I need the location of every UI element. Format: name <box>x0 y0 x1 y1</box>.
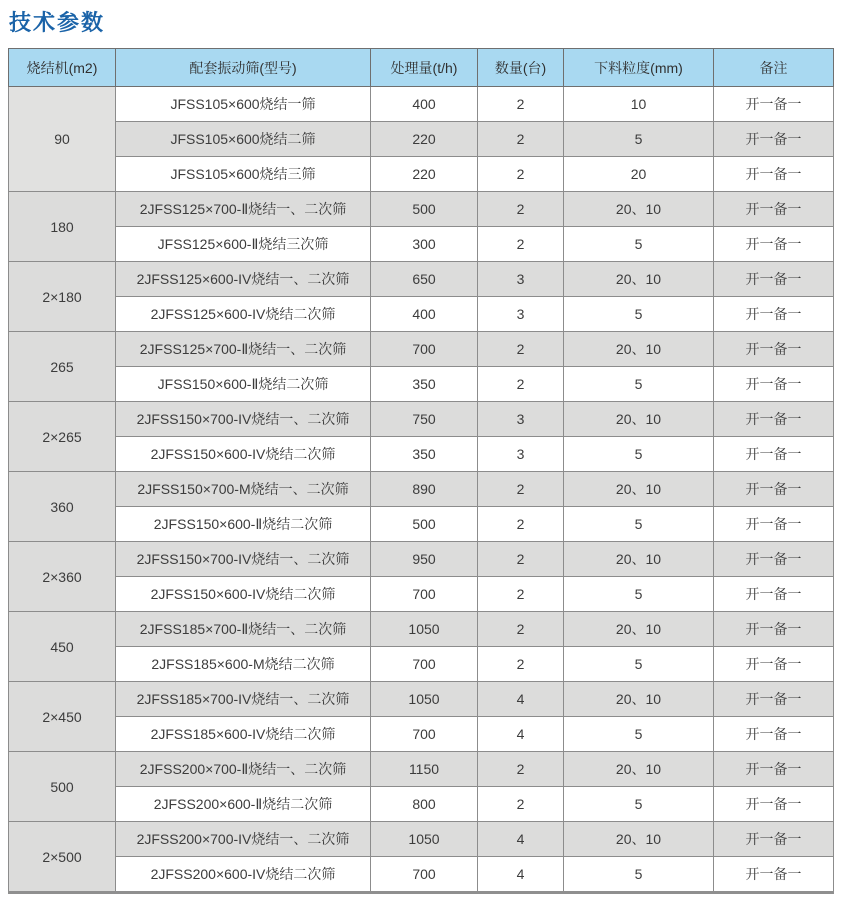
quantity-cell: 2 <box>478 122 564 157</box>
model-cell: 2JFSS125×700-Ⅱ烧结一、二次筛 <box>116 192 371 227</box>
particle-size-cell: 5 <box>564 857 714 893</box>
particle-size-cell: 5 <box>564 367 714 402</box>
capacity-cell: 220 <box>371 157 478 192</box>
table-row <box>9 717 834 752</box>
capacity-cell: 1050 <box>371 682 478 717</box>
table-row <box>9 157 834 192</box>
model-cell: JFSS150×600-Ⅱ烧结二次筛 <box>116 367 371 402</box>
particle-size-cell: 10 <box>564 87 714 122</box>
model-cell: 2JFSS185×700-IV烧结一、二次筛 <box>116 682 371 717</box>
particle-size-cell: 20、10 <box>564 262 714 297</box>
quantity-cell: 2 <box>478 577 564 612</box>
model-cell: 2JFSS200×600-IV烧结二次筛 <box>116 857 371 893</box>
machine-size-cell: 180 <box>9 192 116 262</box>
table-row <box>9 227 834 262</box>
quantity-cell: 4 <box>478 717 564 752</box>
particle-size-cell: 5 <box>564 437 714 472</box>
machine-size-cell: 450 <box>9 612 116 682</box>
table-row <box>9 367 834 402</box>
table-row <box>9 682 834 717</box>
particle-size-cell: 5 <box>564 227 714 262</box>
remark-cell: 开一备一 <box>714 192 834 227</box>
model-cell: 2JFSS150×700-IV烧结一、二次筛 <box>116 542 371 577</box>
model-cell: 2JFSS200×700-IV烧结一、二次筛 <box>116 822 371 857</box>
quantity-cell: 2 <box>478 507 564 542</box>
particle-size-cell: 5 <box>564 717 714 752</box>
remark-cell: 开一备一 <box>714 822 834 857</box>
table-row <box>9 857 834 893</box>
machine-size-cell: 2×265 <box>9 402 116 472</box>
col-header-particle-size: 下料粒度(mm) <box>564 49 714 87</box>
quantity-cell: 3 <box>478 402 564 437</box>
remark-cell: 开一备一 <box>714 542 834 577</box>
quantity-cell: 2 <box>478 612 564 647</box>
remark-cell: 开一备一 <box>714 647 834 682</box>
capacity-cell: 1050 <box>371 822 478 857</box>
capacity-cell: 890 <box>371 472 478 507</box>
table-row <box>9 752 834 787</box>
model-cell: 2JFSS150×700-M烧结一、二次筛 <box>116 472 371 507</box>
technical-parameters-table <box>8 48 834 894</box>
quantity-cell: 3 <box>478 437 564 472</box>
remark-cell: 开一备一 <box>714 262 834 297</box>
particle-size-cell: 5 <box>564 577 714 612</box>
particle-size-cell: 20、10 <box>564 332 714 367</box>
machine-size-cell: 2×450 <box>9 682 116 752</box>
capacity-cell: 700 <box>371 647 478 682</box>
table-row <box>9 542 834 577</box>
capacity-cell: 400 <box>371 297 478 332</box>
model-cell: JFSS105×600烧结三筛 <box>116 157 371 192</box>
quantity-cell: 2 <box>478 752 564 787</box>
remark-cell: 开一备一 <box>714 437 834 472</box>
table-row <box>9 332 834 367</box>
table-row <box>9 577 834 612</box>
remark-cell: 开一备一 <box>714 297 834 332</box>
quantity-cell: 4 <box>478 857 564 893</box>
machine-size-cell: 360 <box>9 472 116 542</box>
particle-size-cell: 5 <box>564 507 714 542</box>
capacity-cell: 650 <box>371 262 478 297</box>
table-body <box>9 87 834 893</box>
quantity-cell: 3 <box>478 262 564 297</box>
capacity-cell: 300 <box>371 227 478 262</box>
remark-cell: 开一备一 <box>714 87 834 122</box>
machine-size-cell: 2×500 <box>9 822 116 893</box>
model-cell: 2JFSS125×600-IV烧结一、二次筛 <box>116 262 371 297</box>
table-row <box>9 472 834 507</box>
model-cell: 2JFSS150×600-Ⅱ烧结二次筛 <box>116 507 371 542</box>
model-cell: 2JFSS185×700-Ⅱ烧结一、二次筛 <box>116 612 371 647</box>
capacity-cell: 1050 <box>371 612 478 647</box>
table-row <box>9 787 834 822</box>
remark-cell: 开一备一 <box>714 402 834 437</box>
col-header-machine-size: 烧结机(m2) <box>9 49 116 87</box>
quantity-cell: 2 <box>478 227 564 262</box>
capacity-cell: 400 <box>371 87 478 122</box>
capacity-cell: 1150 <box>371 752 478 787</box>
table-row <box>9 87 834 122</box>
table-row <box>9 297 834 332</box>
capacity-cell: 950 <box>371 542 478 577</box>
quantity-cell: 2 <box>478 192 564 227</box>
remark-cell: 开一备一 <box>714 752 834 787</box>
model-cell: 2JFSS150×600-IV烧结二次筛 <box>116 437 371 472</box>
model-cell: JFSS105×600烧结一筛 <box>116 87 371 122</box>
model-cell: 2JFSS200×600-Ⅱ烧结二次筛 <box>116 787 371 822</box>
quantity-cell: 2 <box>478 542 564 577</box>
model-cell: 2JFSS185×600-IV烧结二次筛 <box>116 717 371 752</box>
quantity-cell: 2 <box>478 332 564 367</box>
quantity-cell: 2 <box>478 472 564 507</box>
quantity-cell: 2 <box>478 647 564 682</box>
remark-cell: 开一备一 <box>714 857 834 893</box>
particle-size-cell: 20、10 <box>564 612 714 647</box>
remark-cell: 开一备一 <box>714 717 834 752</box>
quantity-cell: 4 <box>478 822 564 857</box>
col-header-remark: 备注 <box>714 49 834 87</box>
capacity-cell: 750 <box>371 402 478 437</box>
machine-size-cell: 265 <box>9 332 116 402</box>
remark-cell: 开一备一 <box>714 612 834 647</box>
remark-cell: 开一备一 <box>714 227 834 262</box>
capacity-cell: 500 <box>371 192 478 227</box>
particle-size-cell: 20、10 <box>564 822 714 857</box>
capacity-cell: 220 <box>371 122 478 157</box>
col-header-quantity: 数量(台) <box>478 49 564 87</box>
model-cell: JFSS105×600烧结二筛 <box>116 122 371 157</box>
table-row <box>9 262 834 297</box>
particle-size-cell: 20、10 <box>564 472 714 507</box>
remark-cell: 开一备一 <box>714 472 834 507</box>
model-cell: 2JFSS150×700-IV烧结一、二次筛 <box>116 402 371 437</box>
remark-cell: 开一备一 <box>714 332 834 367</box>
col-header-capacity: 处理量(t/h) <box>371 49 478 87</box>
particle-size-cell: 20、10 <box>564 192 714 227</box>
particle-size-cell: 5 <box>564 297 714 332</box>
particle-size-cell: 20、10 <box>564 752 714 787</box>
remark-cell: 开一备一 <box>714 157 834 192</box>
machine-size-cell: 2×360 <box>9 542 116 612</box>
table-row <box>9 402 834 437</box>
machine-size-cell: 90 <box>9 87 116 192</box>
particle-size-cell: 5 <box>564 122 714 157</box>
table-row <box>9 122 834 157</box>
model-cell: JFSS125×600-Ⅱ烧结三次筛 <box>116 227 371 262</box>
capacity-cell: 700 <box>371 717 478 752</box>
table-row <box>9 822 834 857</box>
capacity-cell: 700 <box>371 577 478 612</box>
particle-size-cell: 5 <box>564 647 714 682</box>
capacity-cell: 350 <box>371 367 478 402</box>
quantity-cell: 2 <box>478 87 564 122</box>
particle-size-cell: 20、10 <box>564 542 714 577</box>
model-cell: 2JFSS125×600-IV烧结二次筛 <box>116 297 371 332</box>
capacity-cell: 500 <box>371 507 478 542</box>
remark-cell: 开一备一 <box>714 507 834 542</box>
quantity-cell: 2 <box>478 157 564 192</box>
quantity-cell: 4 <box>478 682 564 717</box>
page-title: 技术参数 <box>9 10 106 35</box>
model-cell: 2JFSS200×700-Ⅱ烧结一、二次筛 <box>116 752 371 787</box>
table-row <box>9 437 834 472</box>
model-cell: 2JFSS185×600-M烧结二次筛 <box>116 647 371 682</box>
header-row <box>9 49 834 87</box>
particle-size-cell: 20 <box>564 157 714 192</box>
particle-size-cell: 20、10 <box>564 682 714 717</box>
table-row <box>9 192 834 227</box>
remark-cell: 开一备一 <box>714 577 834 612</box>
machine-size-cell: 2×180 <box>9 262 116 332</box>
remark-cell: 开一备一 <box>714 122 834 157</box>
quantity-cell: 3 <box>478 297 564 332</box>
col-header-screen-model: 配套振动筛(型号) <box>116 49 371 87</box>
remark-cell: 开一备一 <box>714 682 834 717</box>
table-row <box>9 647 834 682</box>
remark-cell: 开一备一 <box>714 787 834 822</box>
table-row <box>9 612 834 647</box>
table-header <box>9 49 834 87</box>
quantity-cell: 2 <box>478 787 564 822</box>
particle-size-cell: 20、10 <box>564 402 714 437</box>
capacity-cell: 700 <box>371 332 478 367</box>
remark-cell: 开一备一 <box>714 367 834 402</box>
quantity-cell: 2 <box>478 367 564 402</box>
capacity-cell: 350 <box>371 437 478 472</box>
model-cell: 2JFSS125×700-Ⅱ烧结一、二次筛 <box>116 332 371 367</box>
capacity-cell: 800 <box>371 787 478 822</box>
machine-size-cell: 500 <box>9 752 116 822</box>
table-row <box>9 507 834 542</box>
particle-size-cell: 5 <box>564 787 714 822</box>
model-cell: 2JFSS150×600-IV烧结二次筛 <box>116 577 371 612</box>
capacity-cell: 700 <box>371 857 478 893</box>
